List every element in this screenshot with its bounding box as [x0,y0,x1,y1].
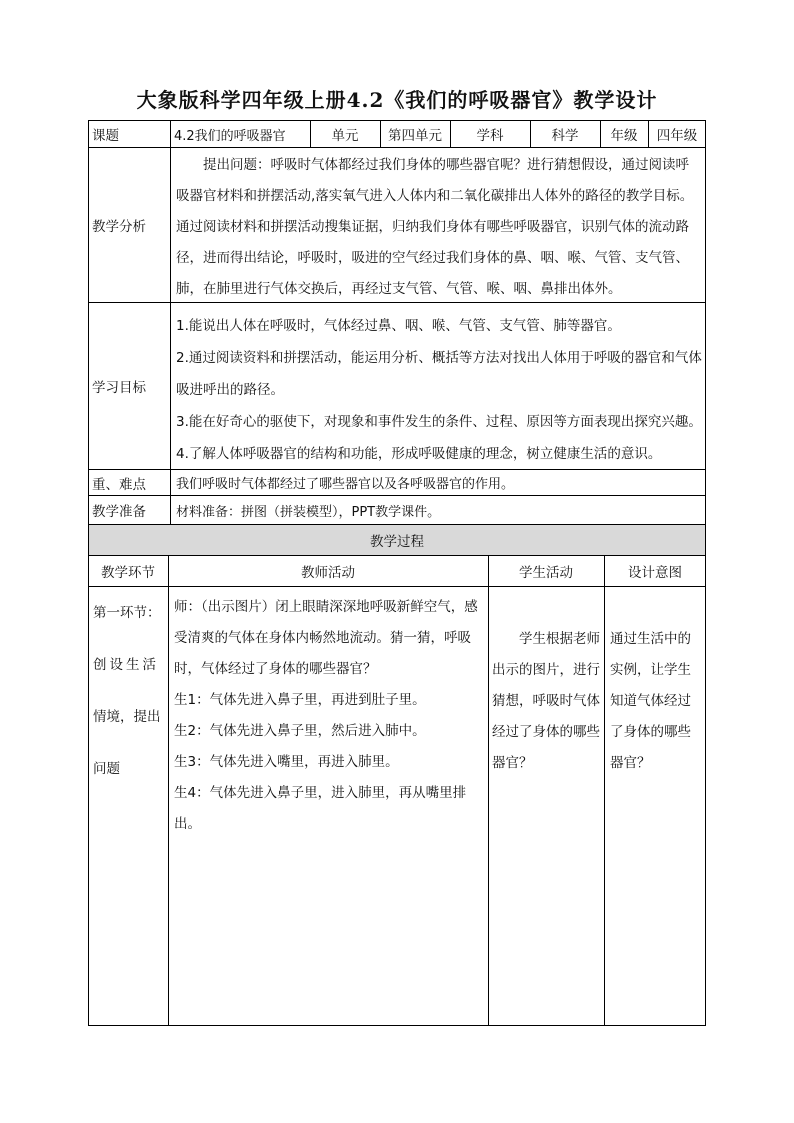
subject-value: 科学 [551,128,579,144]
stage-cell [93,600,165,782]
column-header-student: 学生活动 [519,565,573,581]
unit-value: 第四单元 [388,128,442,144]
student-activity: 学生根据老师出示的图片，进行猜想，呼吸时气体经过了身体的哪些器官？ [492,631,600,771]
lesson-plan-table [88,120,706,1026]
analysis-text: 提出问题：呼吸时气体都经过我们身体的哪些器官呢？进行猜想假设，通过阅读呼吸器官材料和拼摆活动,落实氧气进入人体内和二氧化碳排出人体外的路径的教学目标。通过阅读材料和拼摆活动搜集证据，归纳我们身体有哪些呼吸器官，识别气体的流动路径，进而得出结论，呼吸时，吸进的空气经过我们身体的鼻、咽、喉、气管、支气管、肺，在肺里进行气体交换后，再经过支气管、气管、喉、咽、鼻排出体外。 [176,157,694,297]
design-intent: 通过生活中的实例，让学生知道气体经过了身体的哪些器官？ [610,631,691,771]
process-header: 教学过程 [370,534,424,550]
objectives-list [176,310,702,470]
column-header-teacher: 教师活动 [301,565,355,581]
column-header-intent: 设计意图 [628,565,682,581]
preparation-label: 教学准备 [92,504,146,520]
teacher-activity [174,592,484,840]
objective-item: 2.通过阅读资料和拼摆活动，能运用分析、概括等方法对找出人体用于呼吸的器官和气体吸进呼出的路径。 [176,350,702,398]
grade-label: 年级 [610,128,638,144]
document-title: 大象版科学四年级上册4.2《我们的呼吸器官》教学设计 [136,88,658,112]
teacher-line: 生2：气体先进入鼻子里，然后进入肺中。 [174,723,426,739]
stage-line: 情境，提出 [93,709,161,725]
teacher-line: 师：（出示图片）闭上眼睛深深地呼吸新鲜空气，感受清爽的气体在身体内畅然地流动。猜一猜，呼吸时，气体经过了身体的哪些器官？ [174,599,478,677]
keypoints-text: 我们呼吸时气体都经过了哪些器官以及各呼吸器官的作用。 [176,477,515,492]
objective-item: 3.能在好奇心的驱使下，对现象和事件发生的条件、过程、原因等方面表现出探究兴趣。 [176,414,702,430]
analysis-label: 教学分析 [92,219,146,235]
teacher-line: 生3：气体先进入嘴里，再进入肺里。 [174,754,399,770]
column-header-stage: 教学环节 [101,565,155,581]
keti-label: 课题 [92,128,119,144]
stage-line: 第一环节： [93,605,161,621]
teacher-line: 生4：气体先进入鼻子里，进入肺里，再从嘴里排出。 [174,785,467,832]
objective-item: 4.了解人体呼吸器官的结构和功能，形成呼吸健康的理念，树立健康生活的意识。 [176,446,662,462]
unit-label: 单元 [331,128,359,144]
stage-line: 问题 [93,761,120,777]
preparation-text: 材料准备：拼图（拼装模型），PPT教学课件。 [176,504,441,520]
keti-value: 4.2我们的呼吸器官 [174,128,286,144]
stage-line: 创设生活 [93,657,159,673]
keypoints-label: 重、难点 [92,476,146,493]
grade-value: 四年级 [656,128,698,144]
objective-item: 1.能说出人体在呼吸时，气体经过鼻、咽、喉、气管、支气管、肺等器官。 [176,318,621,334]
objectives-label: 学习目标 [92,380,146,396]
subject-label: 学科 [476,128,504,144]
teacher-line: 生1：气体先进入鼻子里，再进到肚子里。 [174,692,426,708]
